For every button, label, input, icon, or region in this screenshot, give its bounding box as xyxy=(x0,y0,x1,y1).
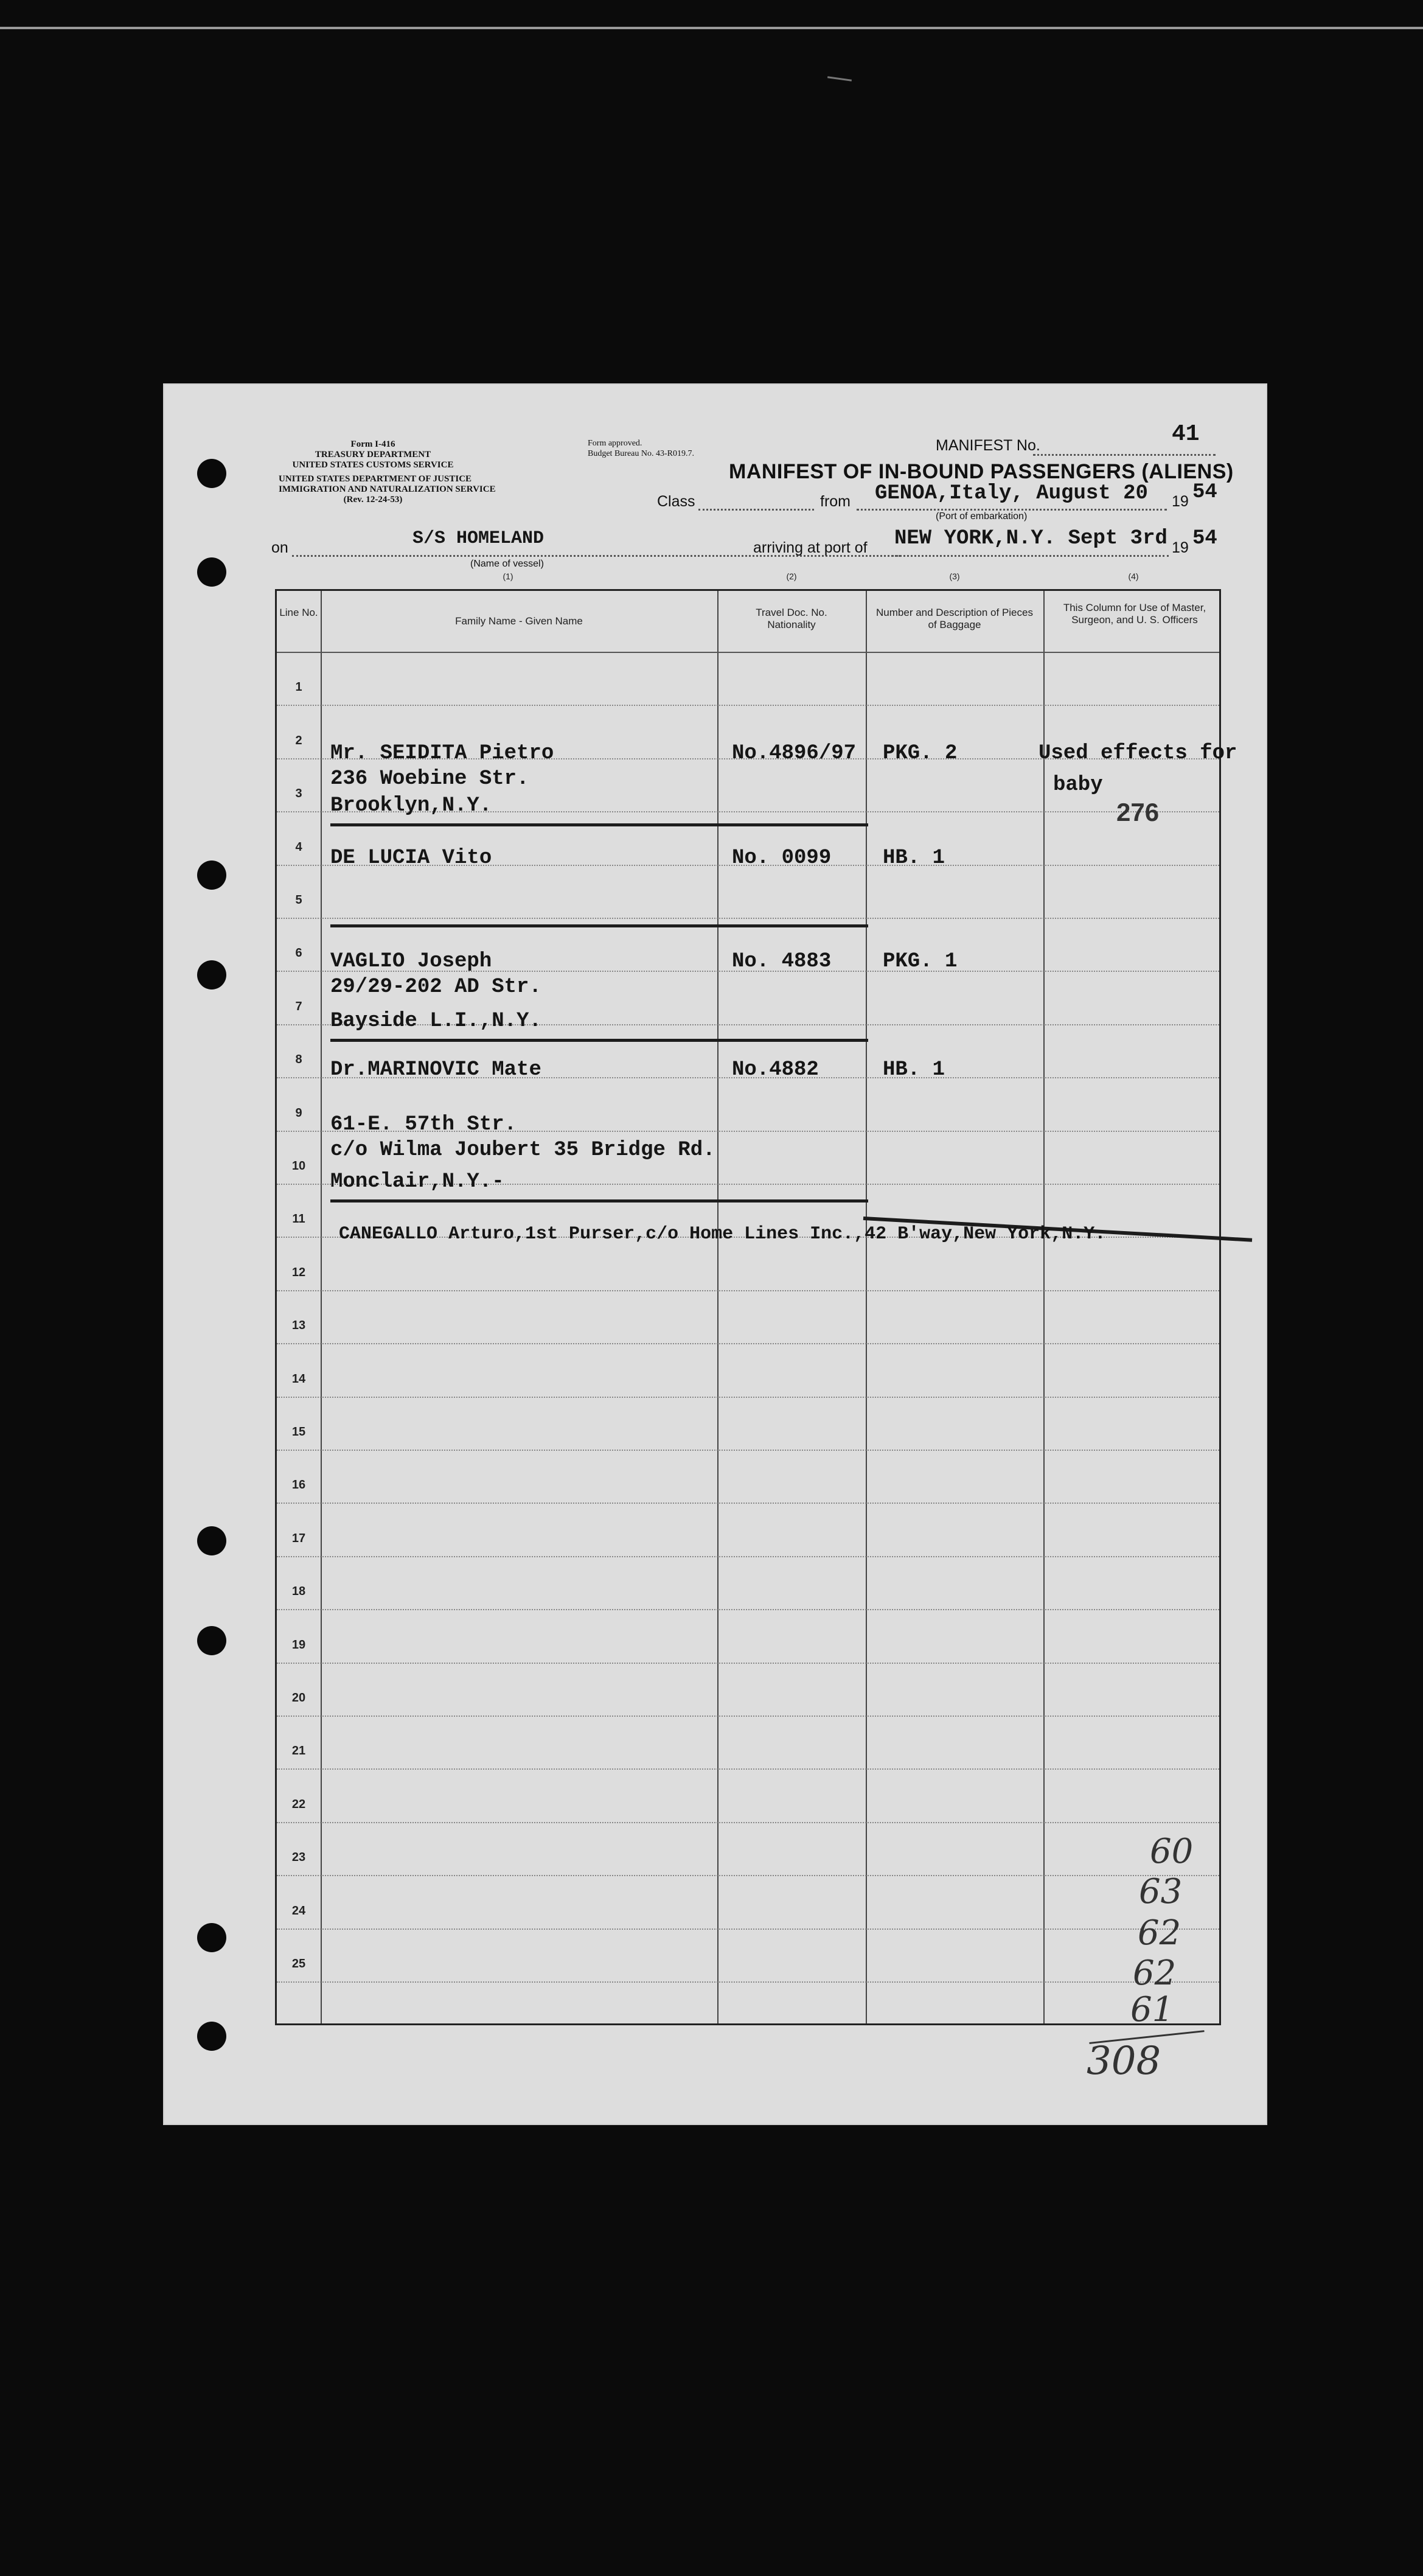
entry-1-note: Used effects for xyxy=(1039,742,1237,765)
manifest-no-line xyxy=(1033,454,1216,456)
line-number: 13 xyxy=(291,1319,306,1333)
form-number: Form I-416 xyxy=(350,439,395,449)
row-rule xyxy=(277,1397,1219,1398)
punch-hole xyxy=(197,1923,226,1952)
row-rule xyxy=(277,1716,1219,1717)
line-number: 25 xyxy=(291,1957,306,1970)
line-number: 5 xyxy=(295,893,302,907)
film-top-line xyxy=(0,27,1423,29)
entry-1-doc: No.4896/97 xyxy=(732,742,857,765)
vessel-caption: (Name of vessel) xyxy=(470,559,544,569)
line-number: 14 xyxy=(291,1372,306,1386)
on-label: on xyxy=(271,539,288,556)
film-mark xyxy=(827,76,852,82)
customs-service: UNITED STATES CUSTOMS SERVICE xyxy=(292,460,454,470)
arrival-year: 54 xyxy=(1192,527,1217,550)
row-rule xyxy=(277,1503,1219,1504)
col-num-3: (3) xyxy=(949,571,960,581)
port-of-embarkation: GENOA,Italy, August 20 xyxy=(875,482,1148,505)
entry-3-name: VAGLIO Joseph xyxy=(330,950,492,973)
row-rule xyxy=(277,1981,1219,1983)
line-number: 7 xyxy=(295,999,302,1013)
revision-date: (Rev. 12-24-53) xyxy=(343,495,403,504)
class-label: Class xyxy=(657,493,695,510)
from-label: from xyxy=(820,493,851,510)
entry-2-doc: No. 0099 xyxy=(732,846,832,870)
line-number: 20 xyxy=(291,1691,306,1705)
entry-4-address: 61-E. 57th Str. xyxy=(330,1113,517,1136)
embark-year: 54 xyxy=(1192,481,1217,504)
form-agency-block xyxy=(279,439,496,505)
arrival-port: NEW YORK,N.Y. Sept 3rd xyxy=(894,527,1167,550)
punch-hole xyxy=(197,860,226,890)
arriving-label: arriving at port of xyxy=(753,539,868,556)
entry-1-address: 236 Woebine Str. xyxy=(330,767,529,791)
entry-1-city: Brooklyn,N.Y. xyxy=(330,794,492,817)
line-number: 9 xyxy=(295,1106,302,1120)
line-number: 15 xyxy=(291,1425,306,1439)
col-header-travel-doc: Travel Doc. No. Nationality xyxy=(756,607,827,630)
tally-number-3: 62 xyxy=(1138,1913,1181,1953)
line-number: 2 xyxy=(295,733,302,747)
budget-bureau: Budget Bureau No. 43-R019.7. xyxy=(588,449,694,458)
line-number: 17 xyxy=(291,1531,306,1545)
row-rule xyxy=(277,918,1219,919)
column-divider xyxy=(866,591,867,2023)
row-rule xyxy=(277,1290,1219,1291)
row-rule xyxy=(277,1875,1219,1876)
arriving-line xyxy=(892,555,1169,557)
line-number: 6 xyxy=(295,946,302,960)
entry-3-city: Bayside L.I.,N.Y. xyxy=(330,1010,541,1033)
entry-separator xyxy=(330,1199,868,1202)
tally-number-4: 62 xyxy=(1133,1953,1177,1993)
ins-service: IMMIGRATION AND NATURALIZATION SERVICE xyxy=(279,484,496,494)
row-rule xyxy=(277,1556,1219,1557)
entry-1-baggage: PKG. 2 xyxy=(883,742,958,765)
entry-4-doc: No.4882 xyxy=(732,1058,819,1081)
col-num-4: (4) xyxy=(1128,571,1139,581)
line-number: 16 xyxy=(291,1478,306,1492)
year-prefix: 19 xyxy=(1172,493,1189,510)
vessel-name: S/S HOMELAND xyxy=(412,528,544,549)
line-number: 11 xyxy=(292,1212,305,1226)
column-divider xyxy=(717,591,718,2023)
line-number: 18 xyxy=(291,1585,306,1599)
class-line xyxy=(698,509,814,511)
tally-number-1: 60 xyxy=(1150,1832,1194,1871)
manifest-title: MANIFEST OF IN-BOUND PASSENGERS (ALIENS) xyxy=(729,460,1234,483)
row-rule xyxy=(277,1450,1219,1451)
entry-1-officer-mark: 276 xyxy=(1116,798,1160,826)
line-number: 24 xyxy=(291,1904,306,1918)
line-11-crew-entry: CANEGALLO Arturo,1st Purser,c/o Home Lines Inc.,42 B'way,New York,N.Y. xyxy=(339,1224,1106,1244)
line-number: 21 xyxy=(291,1744,306,1758)
entry-1-name: Mr. SEIDITA Pietro xyxy=(330,742,554,765)
entry-4-baggage: HB. 1 xyxy=(883,1058,945,1081)
col-header-baggage: Number and Description of Pieces of Baggage xyxy=(876,607,1033,630)
tally-total: 308 xyxy=(1087,2039,1161,2084)
manifest-table xyxy=(275,571,1237,2025)
row-rule xyxy=(277,1929,1219,1930)
row-rule xyxy=(277,1822,1219,1823)
year2-prefix: 19 xyxy=(1172,539,1189,556)
col-header-officers: This Column for Use of Master, Surgeon, and U. S. Officers xyxy=(1063,602,1206,626)
punch-hole xyxy=(197,960,226,990)
row-rule xyxy=(277,1663,1219,1664)
punch-hole xyxy=(197,1526,226,1555)
punch-hole xyxy=(197,2022,226,2051)
entry-3-doc: No. 4883 xyxy=(732,950,832,973)
line-number: 1 xyxy=(295,680,302,694)
line-number: 23 xyxy=(291,1851,306,1865)
entry-separator xyxy=(330,823,868,826)
entry-separator xyxy=(330,924,868,927)
punch-hole xyxy=(197,459,226,488)
row-rule xyxy=(277,705,1219,706)
line-number: 3 xyxy=(295,787,302,801)
entry-2-name: DE LUCIA Vito xyxy=(330,846,492,870)
line-number: 8 xyxy=(295,1053,302,1067)
col-header-line-no: Line No. xyxy=(279,607,318,618)
treasury-dept: TREASURY DEPARTMENT xyxy=(315,450,431,459)
col-num-2: (2) xyxy=(786,571,797,581)
line-number: 10 xyxy=(291,1159,306,1173)
tally-number-2: 63 xyxy=(1139,1872,1183,1911)
line-number: 19 xyxy=(291,1638,306,1652)
entry-4-care-of: c/o Wilma Joubert 35 Bridge Rd. xyxy=(330,1139,715,1162)
entry-4-name: Dr.MARINOVIC Mate xyxy=(330,1058,541,1081)
row-rule xyxy=(277,1343,1219,1344)
row-rule xyxy=(277,1768,1219,1770)
punch-hole xyxy=(197,1626,226,1655)
form-approved: Form approved. xyxy=(588,439,642,448)
from-line xyxy=(857,509,1167,511)
manifest-no-label: MANIFEST No. xyxy=(936,437,1040,454)
entry-separator xyxy=(330,1039,868,1042)
form-approval xyxy=(588,438,694,459)
entry-3-baggage: PKG. 1 xyxy=(883,950,958,973)
column-divider xyxy=(1043,591,1045,2023)
column-divider xyxy=(321,591,322,2023)
line-number: 4 xyxy=(295,840,302,854)
entry-3-address: 29/29-202 AD Str. xyxy=(330,976,541,999)
col-num-1: (1) xyxy=(503,571,513,581)
port-embark-caption: (Port of embarkation) xyxy=(936,511,1028,522)
col-header-name: Family Name - Given Name xyxy=(455,615,583,627)
punch-hole xyxy=(197,557,226,587)
entry-1-note-2: baby xyxy=(1053,773,1103,797)
line-number: 22 xyxy=(291,1797,306,1811)
entry-2-baggage: HB. 1 xyxy=(883,846,945,870)
justice-dept: UNITED STATES DEPARTMENT OF JUSTICE xyxy=(279,474,472,484)
entry-4-city: Monclair,N.Y.- xyxy=(330,1170,504,1193)
tally-number-5: 61 xyxy=(1130,1990,1174,2030)
line-number: 12 xyxy=(291,1265,306,1279)
header-divider xyxy=(277,652,1219,653)
row-rule xyxy=(277,1609,1219,1610)
manifest-number: 41 xyxy=(1172,421,1200,447)
